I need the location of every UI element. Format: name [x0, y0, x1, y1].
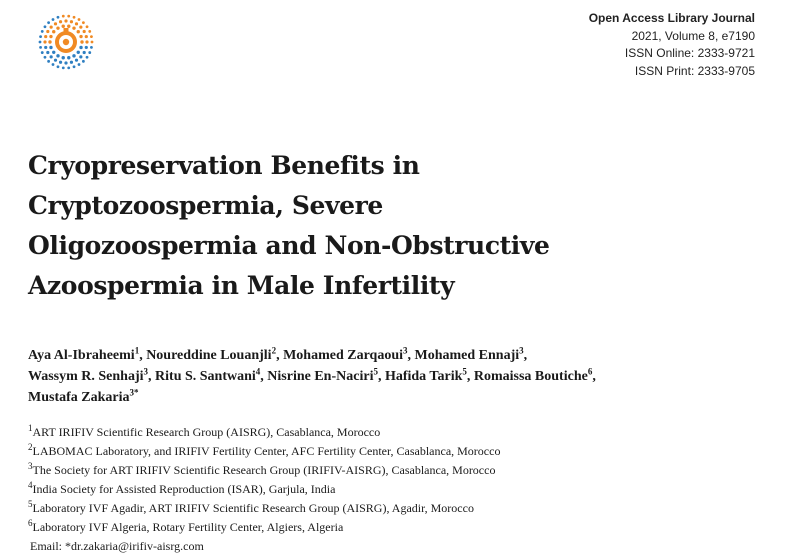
- affiliation-item: [28, 499, 768, 518]
- issn-online: ISSN Online: 2333-9721: [624, 46, 755, 60]
- author-affil-ref: 3: [519, 345, 524, 356]
- author-affil-ref: 3: [403, 345, 408, 356]
- affiliation-item: [28, 480, 768, 499]
- author-affil-ref: 5: [462, 366, 467, 377]
- email-address[interactable]: *dr.zakaria@irifiv-aisrg.com: [65, 539, 204, 553]
- author-name: Mohamed Zarqaoui: [283, 348, 404, 363]
- author-name: Hafida Tarik: [384, 369, 463, 384]
- paper-title: [28, 146, 668, 306]
- affiliation-item: [28, 518, 768, 537]
- affiliation-list: [28, 423, 768, 556]
- affiliation-item: [28, 442, 768, 461]
- affiliation-number: 3: [28, 461, 33, 471]
- author-line: Aya Al-Ibraheemi$^1$, Noureddine Louanjli$^2$, Mohamed Zarqaoui$^3$, Mohamed Ennaji$^3$,: [28, 345, 528, 363]
- author-affil-ref: 3*: [129, 387, 139, 398]
- author-name: Mohamed Ennaji: [414, 348, 520, 363]
- author-affil-ref: 3: [143, 366, 149, 377]
- author-name: Nisrine En-Naciri: [267, 369, 374, 384]
- title-line: Cryopreservation Benefits in: [28, 151, 420, 180]
- author-name: Noureddine Louanjli: [146, 348, 272, 363]
- title-line: Cryptozoospermia, Severe: [28, 191, 383, 220]
- author-line: [28, 387, 768, 408]
- affiliation-text: LABOMAC Laboratory, and IRIFIV Fertility Center, AFC Fertility Center, Casablanca, Morocco: [32, 444, 501, 458]
- journal-issue: 2021, Volume 8, e7190: [631, 28, 755, 43]
- email-label: Email:: [30, 539, 65, 553]
- email-line: [28, 537, 768, 556]
- author-name: Romaissa Boutiche: [473, 369, 588, 384]
- author-name: Wassym R. Senhaji: [28, 369, 144, 384]
- title-line: Oligozoospermia and Non-Obstructive: [28, 231, 550, 260]
- author-list: [28, 345, 768, 408]
- affiliation-item: [28, 461, 768, 480]
- affiliation-text: ART IRIFIV Scientific Research Group (AISRG), Casablanca, Morocco: [32, 425, 381, 439]
- author-name: Ritu S. Santwani: [155, 369, 256, 384]
- author-affil-ref: 6: [587, 366, 593, 377]
- affiliation-text: Laboratory IVF Agadir, ART IRIFIV Scientific Research Group (AISRG), Agadir, Morocco: [32, 501, 474, 515]
- affiliation-item: [28, 423, 768, 442]
- author-name: Aya Al-Ibraheemi: [28, 348, 135, 363]
- author-line: Wassym R. Senhaji$^3$, Ritu S. Santwani$^4$, Nisrine En-Naciri$^5$, Hafida Tarik$^5$, Romaissa Boutiche$^6$,: [28, 366, 596, 384]
- affiliation-number: 6: [28, 518, 33, 528]
- author-affil-ref: 2: [271, 345, 277, 356]
- title-line: Azoospermia in Male Infertility: [28, 271, 455, 300]
- journal-name: Open Access Library Journal: [588, 11, 755, 25]
- author-affil-ref: 1: [134, 345, 140, 356]
- author-affil-ref: 5: [373, 366, 378, 377]
- affiliation-number: 2: [28, 442, 33, 452]
- affiliation-text: India Society for Assisted Reproduction (ISAR), Garjula, India: [32, 482, 336, 496]
- affiliation-number: 1: [28, 423, 33, 433]
- affiliation-number: 4: [28, 480, 33, 490]
- affiliation-text: The Society for ART IRIFIV Scientific Research Group (IRIFIV-AISRG), Casablanca, Morocco: [32, 463, 496, 477]
- author-name: Mustafa Zakaria: [28, 390, 130, 405]
- journal-logo: [30, 12, 102, 72]
- affiliation-number: 5: [28, 499, 33, 509]
- author-affil-ref: 4: [255, 366, 261, 377]
- affiliation-text: Laboratory IVF Algeria, Rotary Fertility Center, Algiers, Algeria: [32, 520, 344, 534]
- issn-print: ISSN Print: 2333-9705: [634, 63, 755, 78]
- journal-info: [589, 10, 755, 80]
